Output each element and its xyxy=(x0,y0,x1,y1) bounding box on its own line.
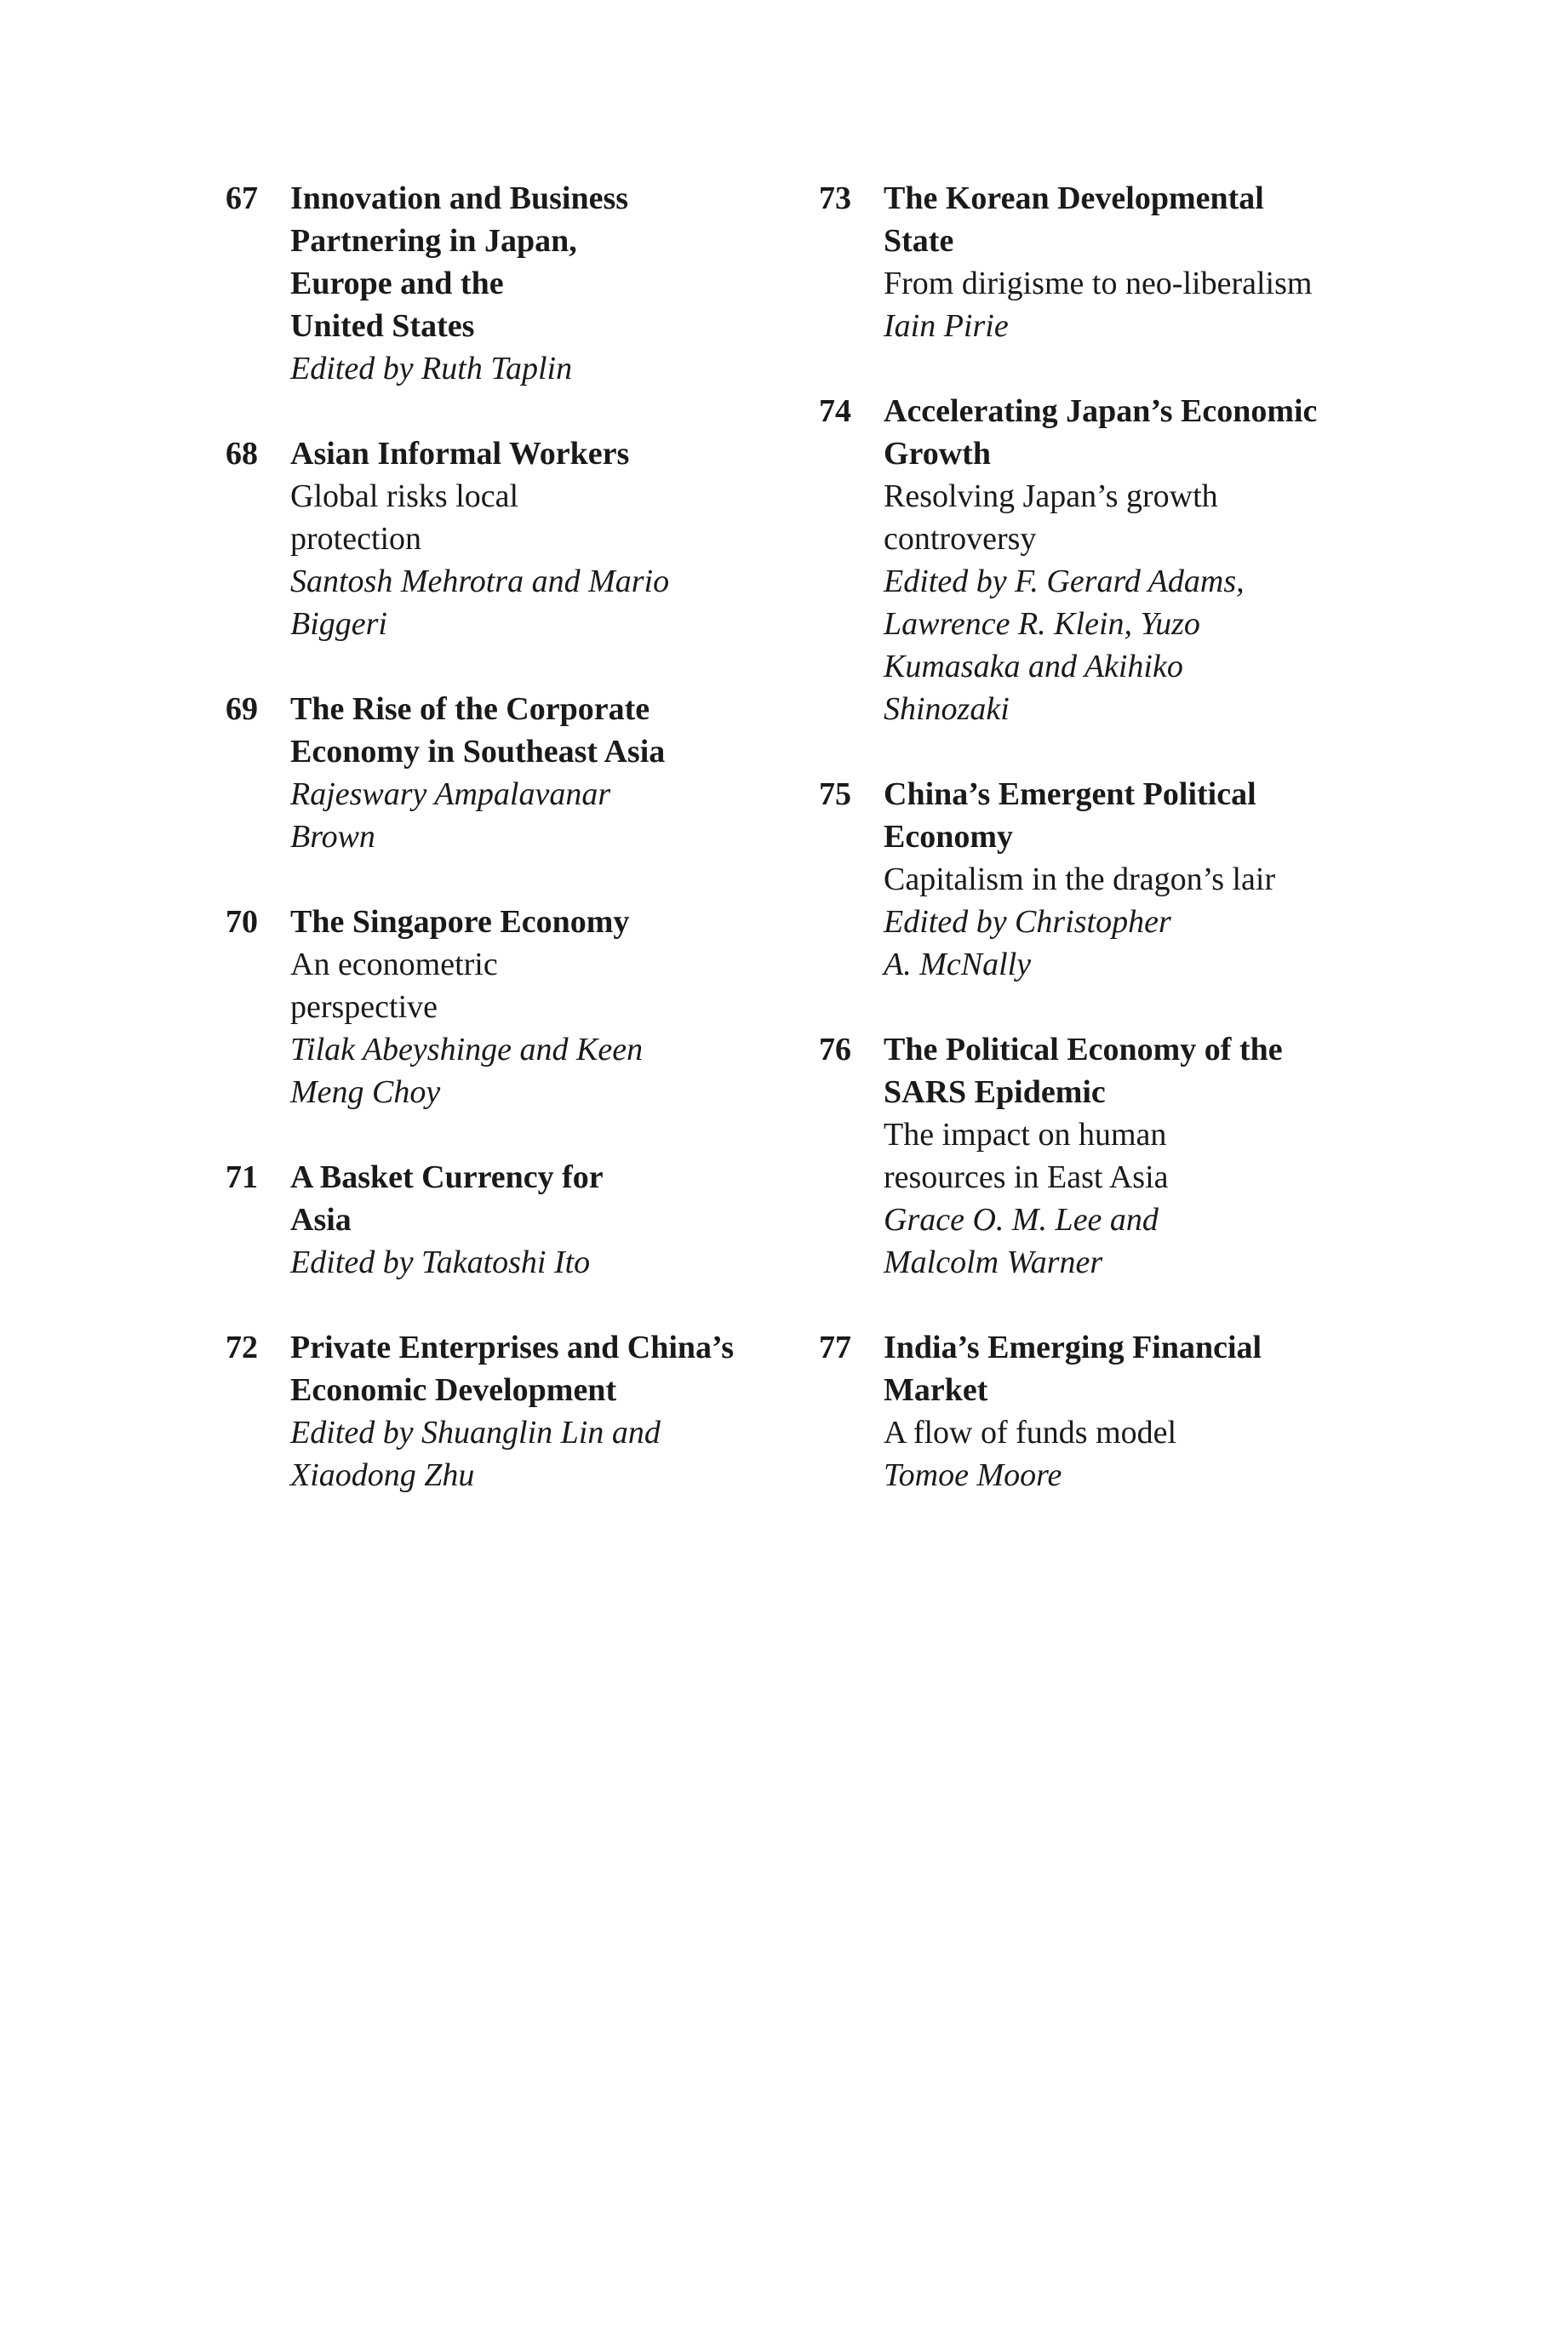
entry-subtitle xyxy=(884,858,1381,901)
title-line: The Singapore Economy xyxy=(290,904,630,940)
title-line: Asia xyxy=(290,1202,352,1238)
entry-title xyxy=(290,432,787,475)
entry-author xyxy=(290,1028,787,1113)
entry-number: 76 xyxy=(819,1032,851,1067)
title-line: Growth xyxy=(884,436,991,472)
entry-author xyxy=(290,347,787,390)
title-line: Asian Informal Workers xyxy=(290,436,630,472)
subtitle-line: controversy xyxy=(884,521,1037,557)
author-line: Edited by Christopher xyxy=(884,904,1171,940)
entry-number: 71 xyxy=(226,1159,258,1195)
author-line: Xiaodong Zhu xyxy=(290,1457,475,1493)
entry-subtitle xyxy=(884,262,1381,305)
title-line: Market xyxy=(884,1372,988,1408)
author-line: Iain Pirie xyxy=(884,308,1009,344)
title-line: China’s Emergent Political xyxy=(884,776,1256,812)
series-entry xyxy=(226,901,787,1113)
subtitle-line: A flow of funds model xyxy=(884,1415,1177,1451)
series-entry xyxy=(226,177,787,390)
title-line: The Korean Developmental xyxy=(884,180,1264,216)
series-entry xyxy=(226,432,787,645)
title-line: Economy xyxy=(884,819,1013,855)
title-line: Innovation and Business xyxy=(290,180,629,216)
entry-number: 77 xyxy=(819,1330,851,1365)
title-line: The Political Economy of the xyxy=(884,1032,1283,1067)
entry-title xyxy=(290,688,787,773)
entry-title xyxy=(884,390,1381,475)
series-entry xyxy=(819,177,1381,347)
left-column xyxy=(226,177,787,1539)
title-line: Partnering in Japan, xyxy=(290,223,577,259)
subtitle-line: An econometric xyxy=(290,947,498,982)
subtitle-line: From dirigisme to neo-liberalism xyxy=(884,266,1313,301)
author-line: A. McNally xyxy=(884,947,1032,982)
subtitle-line: protection xyxy=(290,521,422,557)
entry-title xyxy=(290,1156,787,1241)
title-line: State xyxy=(884,223,954,259)
entry-title xyxy=(290,177,787,347)
entry-author xyxy=(884,1454,1381,1496)
entry-number: 74 xyxy=(819,393,851,429)
entry-title xyxy=(884,1326,1381,1411)
author-line: Edited by Takatoshi Ito xyxy=(290,1245,591,1280)
entry-subtitle xyxy=(290,943,787,1028)
entry-author xyxy=(290,560,787,645)
entry-author xyxy=(884,560,1381,730)
author-line: Shinozaki xyxy=(884,691,1010,727)
title-line: Europe and the xyxy=(290,266,504,301)
title-line: A Basket Currency for xyxy=(290,1159,604,1195)
subtitle-line: Capitalism in the dragon’s lair xyxy=(884,861,1276,897)
series-entry xyxy=(819,1028,1381,1284)
title-line: Private Enterprises and China’s xyxy=(290,1330,735,1365)
author-line: Tomoe Moore xyxy=(884,1457,1062,1493)
series-entry xyxy=(819,390,1381,730)
title-line: SARS Epidemic xyxy=(884,1074,1106,1110)
subtitle-line: The impact on human xyxy=(884,1117,1167,1153)
author-line: Lawrence R. Klein, Yuzo xyxy=(884,606,1200,642)
entry-number: 73 xyxy=(819,180,851,216)
author-line: Tilak Abeyshinge and Keen xyxy=(290,1032,644,1067)
author-line: Edited by Shuanglin Lin and xyxy=(290,1415,661,1451)
series-entry xyxy=(819,1326,1381,1496)
entry-author xyxy=(884,305,1381,347)
entry-subtitle xyxy=(884,1113,1381,1199)
title-line: India’s Emerging Financial xyxy=(884,1330,1262,1365)
author-line: Malcolm Warner xyxy=(884,1245,1103,1280)
author-line: Santosh Mehrotra and Mario xyxy=(290,564,670,599)
subtitle-line: perspective xyxy=(290,989,438,1025)
entry-subtitle xyxy=(884,1411,1381,1454)
entry-author xyxy=(884,901,1381,986)
subtitle-line: Global risks local xyxy=(290,478,519,514)
entry-number: 67 xyxy=(226,180,258,216)
author-line: Kumasaka and Akihiko xyxy=(884,649,1183,684)
entry-number: 72 xyxy=(226,1330,258,1365)
author-line: Biggeri xyxy=(290,606,387,642)
entry-number: 75 xyxy=(819,776,851,812)
title-line: United States xyxy=(290,308,475,344)
author-line: Rajeswary Ampalavanar xyxy=(290,776,611,812)
entry-title xyxy=(290,901,787,943)
entry-author xyxy=(290,773,787,858)
series-entry xyxy=(819,773,1381,986)
entry-number: 68 xyxy=(226,436,258,472)
entry-number: 69 xyxy=(226,691,258,727)
subtitle-line: resources in East Asia xyxy=(884,1159,1169,1195)
entry-subtitle xyxy=(884,475,1381,560)
entry-title xyxy=(884,177,1381,262)
right-column xyxy=(819,177,1381,1539)
subtitle-line: Resolving Japan’s growth xyxy=(884,478,1218,514)
author-line: Edited by Ruth Taplin xyxy=(290,351,573,386)
entry-title xyxy=(884,1028,1381,1113)
entry-author xyxy=(884,1199,1381,1284)
entry-author xyxy=(290,1411,787,1496)
entry-subtitle xyxy=(290,475,787,560)
entry-title xyxy=(884,773,1381,858)
author-line: Edited by F. Gerard Adams, xyxy=(884,564,1245,599)
series-entry xyxy=(226,1156,787,1284)
title-line: Economy in Southeast Asia xyxy=(290,734,666,770)
title-line: Accelerating Japan’s Economic xyxy=(884,393,1318,429)
entry-number: 70 xyxy=(226,904,258,940)
author-line: Brown xyxy=(290,819,375,855)
series-entry xyxy=(226,1326,787,1496)
author-line: Meng Choy xyxy=(290,1074,441,1110)
title-line: Economic Development xyxy=(290,1372,617,1408)
title-line: The Rise of the Corporate xyxy=(290,691,650,727)
author-line: Grace O. M. Lee and xyxy=(884,1202,1159,1238)
series-entry xyxy=(226,688,787,858)
entry-title xyxy=(290,1326,787,1411)
entry-author xyxy=(290,1241,787,1284)
